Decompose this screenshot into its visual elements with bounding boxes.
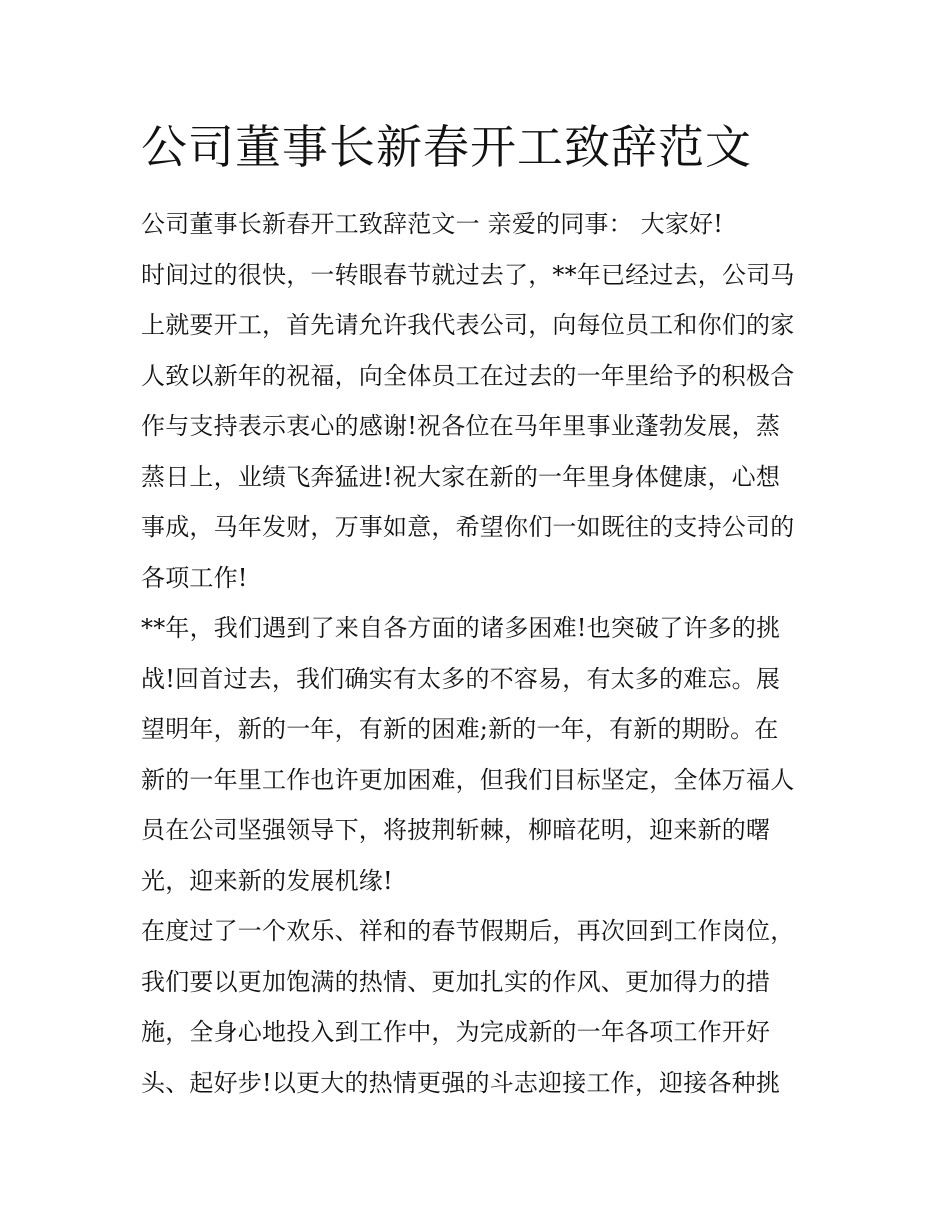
text-line: 施，全身心地投入到工作中，为完成新的一年各项工作开好 bbox=[141, 1018, 771, 1046]
text-line: 头、起好步!以更大的热情更强的斗志迎接工作，迎接各种挑 bbox=[141, 1069, 781, 1097]
text-line: 上就要开工，首先请允许我代表公司，向每位员工和你们的家 bbox=[141, 311, 795, 339]
text-line: 各项工作! bbox=[141, 564, 248, 592]
text-line: 事成，马年发财，万事如意，希望你们一如既往的支持公司的 bbox=[141, 513, 795, 541]
text-line: 人致以新年的祝福，向全体员工在过去的一年里给予的积极合 bbox=[141, 362, 795, 390]
text-line: 在度过了一个欢乐、祥和的春节假期后，再次回到工作岗位， bbox=[141, 917, 795, 945]
text-line: 蒸日上，业绩飞奔猛进!祝大家在新的一年里身体健康，心想 bbox=[141, 463, 781, 491]
text-line: 战!回首过去，我们确实有太多的不容易，有太多的难忘。展 bbox=[141, 665, 781, 693]
text-line: 新的一年里工作也许更加困难，但我们目标坚定，全体万福人 bbox=[141, 766, 795, 794]
text-line: 我们要以更加饱满的热情、更加扎实的作风、更加得力的措 bbox=[141, 968, 771, 996]
document-title: 公司董事长新春开工致辞范文 bbox=[141, 120, 752, 174]
text-line: 公司董事长新春开工致辞范文一 亲爱的同事： 大家好! bbox=[141, 210, 724, 238]
text-line: 时间过的很快，一转眼春节就过去了，**年已经过去，公司马 bbox=[141, 261, 795, 289]
text-line: 望明年，新的一年，有新的困难;新的一年，有新的期盼。在 bbox=[141, 715, 779, 743]
text-line: 作与支持表示衷心的感谢!祝各位在马年里事业蓬勃发展，蒸 bbox=[141, 412, 781, 440]
text-line: 光，迎来新的发展机缘! bbox=[141, 867, 393, 895]
text-line: **年，我们遇到了来自各方面的诸多困难!也突破了许多的挑 bbox=[141, 614, 781, 642]
text-line: 员在公司坚强领导下，将披荆斩棘，柳暗花明，迎来新的曙 bbox=[141, 816, 771, 844]
